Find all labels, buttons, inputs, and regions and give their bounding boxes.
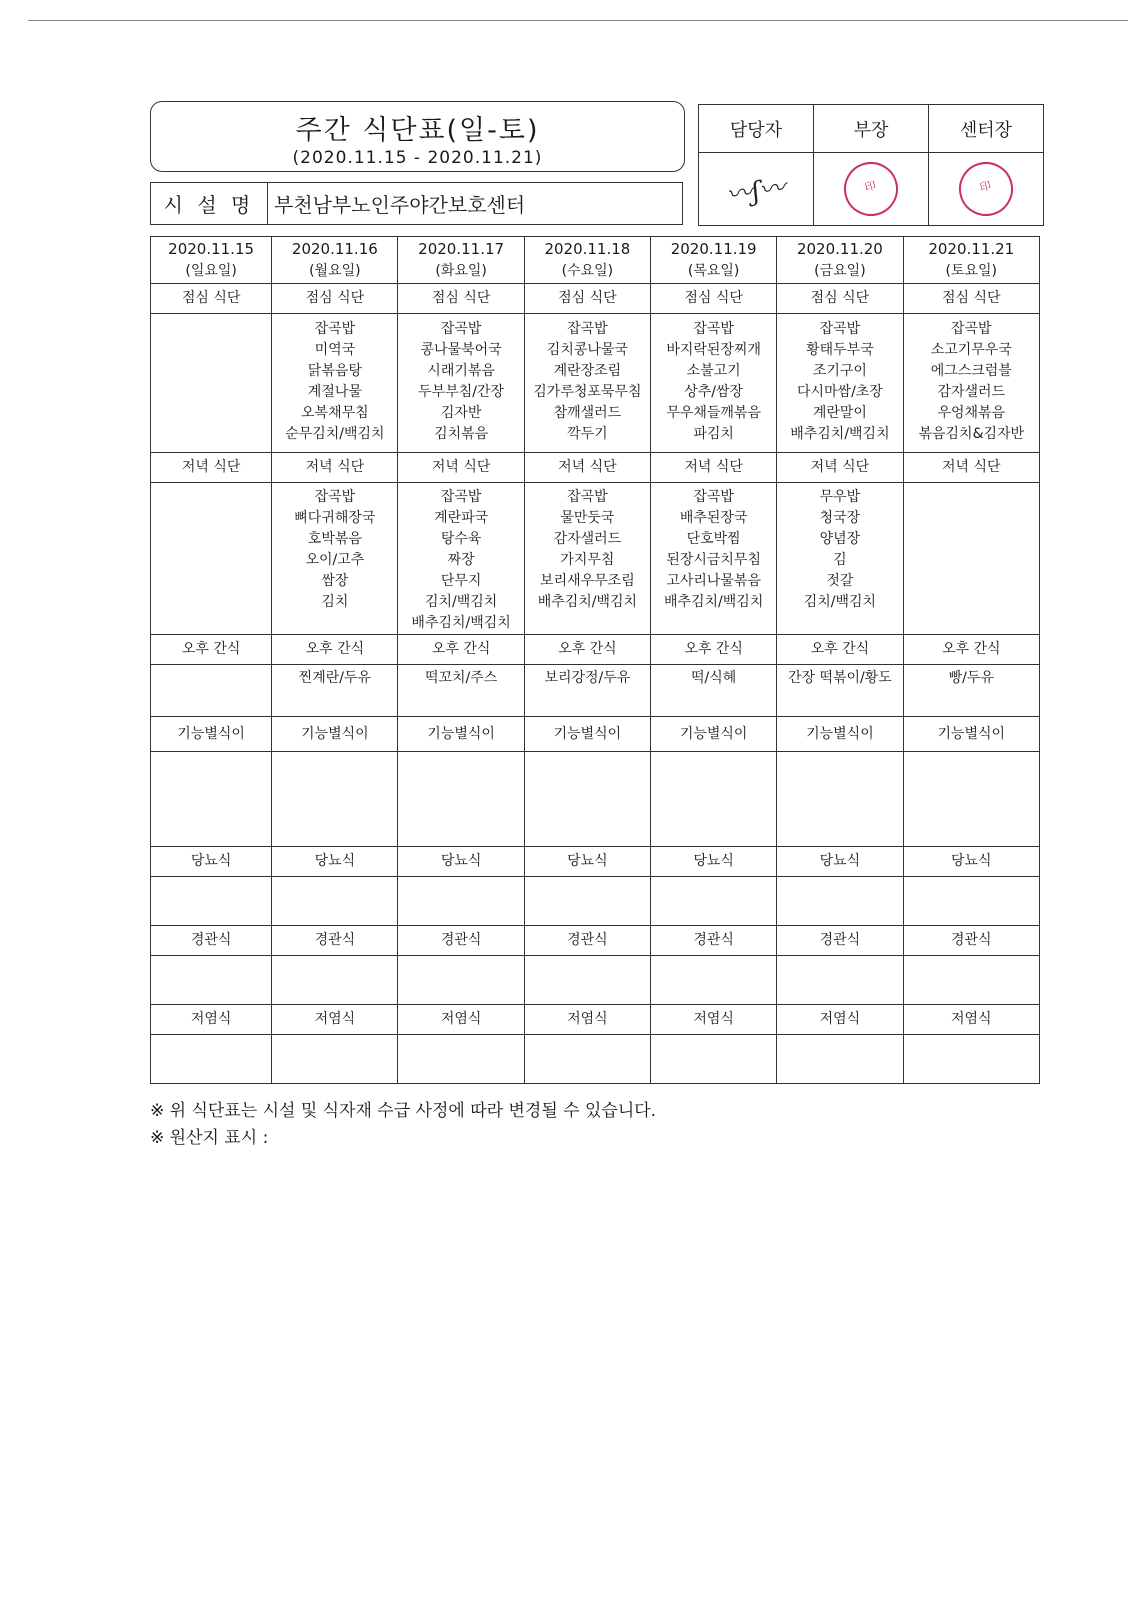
dinner-menu-cell: 무우밥 청국장 양념장 김 젓갈 김치/백김치 [777, 483, 903, 635]
section-label: 기능별식이 [398, 717, 524, 752]
note-change: ※ 위 식단표는 시설 및 식자재 수급 사정에 따라 변경될 수 있습니다. [150, 1101, 657, 1121]
tube-cell [398, 956, 524, 1005]
approval-header-director: 부장 [814, 105, 929, 153]
date-row [151, 237, 1040, 284]
section-label: 기능별식이 [272, 717, 398, 752]
weekday: (토요일) [945, 263, 998, 279]
facility-label: 시 설 명 [151, 183, 268, 224]
section-label: 저녁 식단 [272, 453, 398, 483]
page-title: 주간 식단표(일-토) [295, 115, 540, 146]
weekday: (목요일) [687, 263, 740, 279]
functional-cell [903, 752, 1039, 847]
lunch-menu-cell: 잡곡밥 미역국 닭볶음탕 계절나물 오복채무침 순무김치/백김치 [272, 314, 398, 453]
section-label: 점심 식단 [151, 284, 272, 314]
diabetic-cell [777, 877, 903, 926]
section-label: 경관식 [524, 926, 650, 956]
date: 2020.11.18 [544, 240, 631, 258]
signature-center-head [929, 153, 1044, 226]
section-label: 경관식 [903, 926, 1039, 956]
date: 2020.11.15 [168, 240, 255, 258]
functional-cell [651, 752, 777, 847]
notes [150, 1098, 656, 1152]
tube-row [151, 956, 1040, 1005]
date-cell [398, 237, 524, 284]
snack-cell: 간장 떡볶이/황도 [777, 665, 903, 717]
date: 2020.11.20 [796, 240, 883, 258]
dinner-menu-cell [903, 483, 1039, 635]
lunch-menu-cell [151, 314, 272, 453]
weekday: (일요일) [185, 263, 237, 279]
section-label: 경관식 [272, 926, 398, 956]
date: 2020.11.16 [291, 240, 378, 258]
section-label: 경관식 [398, 926, 524, 956]
section-label: 저염식 [524, 1005, 650, 1035]
section-label: 당뇨식 [651, 847, 777, 877]
diabetic-cell [151, 877, 272, 926]
tube-cell [272, 956, 398, 1005]
section-label: 점심 식단 [651, 284, 777, 314]
menu-table [150, 236, 1040, 1084]
section-label: 기능별식이 [651, 717, 777, 752]
section-label: 오후 간식 [524, 635, 650, 665]
dinner-label-row [151, 453, 1040, 483]
functional-cell [151, 752, 272, 847]
section-label: 저염식 [777, 1005, 903, 1035]
section-label: 저녁 식단 [777, 453, 903, 483]
tube-cell [651, 956, 777, 1005]
section-label: 점심 식단 [272, 284, 398, 314]
snack-cell: 떡꼬치/주스 [398, 665, 524, 717]
snack-cell: 빵/두유 [903, 665, 1039, 717]
diabetic-cell [524, 877, 650, 926]
diabetic-cell [651, 877, 777, 926]
lunch-menu-cell: 잡곡밥 소고기무우국 에그스크럼블 감자샐러드 우엉채볶음 볶음김치&김자반 [903, 314, 1039, 453]
date-cell [151, 237, 272, 284]
section-label: 기능별식이 [777, 717, 903, 752]
lunch-menu-cell: 잡곡밥 콩나물북어국 시래기볶음 두부부침/간장 김자반 김치볶음 [398, 314, 524, 453]
section-label: 당뇨식 [777, 847, 903, 877]
section-label: 기능별식이 [524, 717, 650, 752]
section-label: 오후 간식 [272, 635, 398, 665]
section-label: 당뇨식 [398, 847, 524, 877]
weekday: (금요일) [814, 263, 866, 279]
lunch-row [151, 314, 1040, 453]
section-label: 오후 간식 [651, 635, 777, 665]
dinner-menu-cell [151, 483, 272, 635]
lunch-menu-cell: 잡곡밥 황태두부국 조기구이 다시마쌈/초장 계란말이 배추김치/백김치 [777, 314, 903, 453]
tube-cell [777, 956, 903, 1005]
red-seal-stamp: 印 [953, 156, 1019, 222]
title-box [150, 101, 685, 172]
date-cell [524, 237, 650, 284]
section-label: 기능별식이 [151, 717, 272, 752]
section-label: 오후 간식 [903, 635, 1039, 665]
low-salt-cell [903, 1035, 1039, 1084]
red-seal-stamp: 印 [838, 156, 904, 222]
dinner-row [151, 483, 1040, 635]
low-salt-cell [272, 1035, 398, 1084]
functional-row [151, 752, 1040, 847]
section-label: 저염식 [272, 1005, 398, 1035]
section-label: 당뇨식 [903, 847, 1039, 877]
approval-table [698, 104, 1044, 226]
tube-cell [524, 956, 650, 1005]
functional-cell [524, 752, 650, 847]
section-label: 저녁 식단 [151, 453, 272, 483]
low-salt-cell [151, 1035, 272, 1084]
low-salt-cell [398, 1035, 524, 1084]
dinner-menu-cell: 잡곡밥 계란파국 탕수육 짜장 단무지 김치/백김치 배추김치/백김치 [398, 483, 524, 635]
note-origin: ※ 원산지 표시 : [150, 1128, 269, 1148]
snack-label-row [151, 635, 1040, 665]
section-label: 저녁 식단 [651, 453, 777, 483]
section-label: 당뇨식 [151, 847, 272, 877]
approval-header-manager: 담당자 [699, 105, 814, 153]
tube-label-row [151, 926, 1040, 956]
section-label: 당뇨식 [272, 847, 398, 877]
low-salt-cell [777, 1035, 903, 1084]
diabetic-cell [398, 877, 524, 926]
functional-cell [272, 752, 398, 847]
dinner-menu-cell: 잡곡밥 배추된장국 단호박찜 된장시금치무침 고사리나물볶음 배추김치/백김치 [651, 483, 777, 635]
section-label: 저녁 식단 [903, 453, 1039, 483]
snack-cell [151, 665, 272, 717]
section-label: 경관식 [151, 926, 272, 956]
facility-box [150, 182, 683, 225]
functional-cell [398, 752, 524, 847]
signature-manager [699, 153, 814, 226]
section-label: 저녁 식단 [398, 453, 524, 483]
snack-cell: 떡/식혜 [651, 665, 777, 717]
weekday: (화요일) [435, 263, 487, 279]
lunch-menu-cell: 잡곡밥 바지락된장찌개 소불고기 상추/쌈장 무우채들깨볶음 파김치 [651, 314, 777, 453]
low-salt-cell [651, 1035, 777, 1084]
diabetic-label-row [151, 847, 1040, 877]
section-label: 저염식 [398, 1005, 524, 1035]
date: 2020.11.19 [670, 240, 757, 258]
functional-label-row [151, 717, 1040, 752]
period: (2020.11.15 - 2020.11.21) [292, 148, 543, 168]
snack-cell: 찐계란/두유 [272, 665, 398, 717]
diabetic-cell [903, 877, 1039, 926]
date-cell [903, 237, 1039, 284]
section-label: 저염식 [151, 1005, 272, 1035]
section-label: 오후 간식 [777, 635, 903, 665]
handwritten-signature: 〰ʃ〰 [725, 172, 788, 211]
facility-name: 부천남부노인주야간보호센터 [274, 193, 526, 217]
section-label: 기능별식이 [903, 717, 1039, 752]
low-salt-label-row [151, 1005, 1040, 1035]
section-label: 저염식 [903, 1005, 1039, 1035]
diabetic-cell [272, 877, 398, 926]
section-label: 경관식 [651, 926, 777, 956]
date-cell [777, 237, 903, 284]
dinner-menu-cell: 잡곡밥 물만둣국 감자샐러드 가지무침 보리새우무조림 배추김치/백김치 [524, 483, 650, 635]
section-label: 점심 식단 [777, 284, 903, 314]
snack-cell: 보리강정/두유 [524, 665, 650, 717]
section-label: 경관식 [777, 926, 903, 956]
low-salt-cell [524, 1035, 650, 1084]
diabetic-row [151, 877, 1040, 926]
date: 2020.11.17 [418, 240, 505, 258]
section-label: 오후 간식 [151, 635, 272, 665]
date-cell [272, 237, 398, 284]
section-label: 점심 식단 [524, 284, 650, 314]
section-label: 저염식 [651, 1005, 777, 1035]
date-cell [651, 237, 777, 284]
lunch-label-row [151, 284, 1040, 314]
approval-header-center-head: 센터장 [929, 105, 1044, 153]
section-label: 점심 식단 [903, 284, 1039, 314]
tube-cell [151, 956, 272, 1005]
lunch-menu-cell: 잡곡밥 김치콩나물국 계란장조림 김가루청포묵무침 참깨샐러드 깍두기 [524, 314, 650, 453]
snack-row [151, 665, 1040, 717]
tube-cell [903, 956, 1039, 1005]
date: 2020.11.21 [928, 240, 1015, 258]
section-label: 오후 간식 [398, 635, 524, 665]
section-label: 당뇨식 [524, 847, 650, 877]
functional-cell [777, 752, 903, 847]
weekday: (수요일) [561, 263, 614, 279]
weekday: (월요일) [309, 263, 361, 279]
low-salt-row [151, 1035, 1040, 1084]
section-label: 점심 식단 [398, 284, 524, 314]
top-rule [28, 20, 1128, 21]
signature-director [814, 153, 929, 226]
dinner-menu-cell: 잡곡밥 뼈다귀해장국 호박볶음 오이/고추 쌈장 김치 [272, 483, 398, 635]
section-label: 저녁 식단 [524, 453, 650, 483]
